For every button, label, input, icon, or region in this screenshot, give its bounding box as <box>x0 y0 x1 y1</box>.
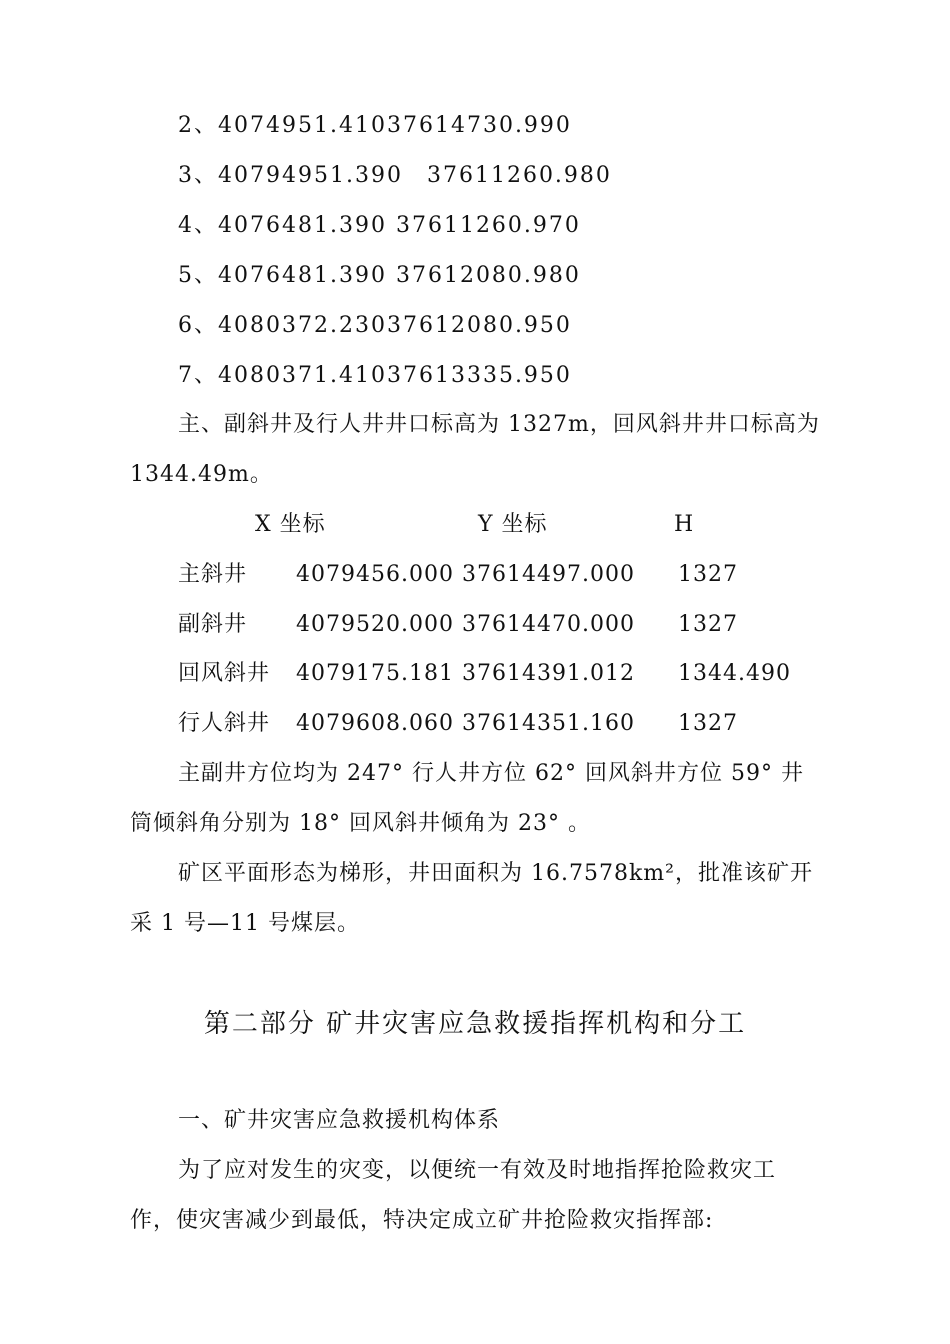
table-cell-y: 37614351.160 <box>462 711 635 736</box>
table-cell-h: 1327 <box>678 612 738 637</box>
coordinate-line-5: 5、4076481.390 37612080.980 <box>178 263 581 288</box>
intro-para-line-1: 为了应对发生的灾变，以便统一有效及时地指挥抢险救灾工 <box>178 1158 777 1183</box>
azimuth-para-line-2: 筒倾斜角分别为 18° 回风斜井倾角为 23° 。 <box>130 811 591 836</box>
table-header-y: Y 坐标 <box>478 512 548 537</box>
section-heading: 第二部分 矿井灾害应急救援指挥机构和分工 <box>203 1009 747 1039</box>
coordinate-line-2: 2、4074951.41037614730.990 <box>178 113 572 138</box>
coordinate-line-6: 6、4080372.23037612080.950 <box>178 313 572 338</box>
subsection-heading: 一、矿井灾害应急救援机构体系 <box>178 1108 501 1133</box>
table-header-x: X 坐标 <box>255 512 326 537</box>
coordinate-line-4: 4、4076481.390 37611260.970 <box>178 213 581 238</box>
area-para-line-2: 采 1 号—11 号煤层。 <box>130 911 360 936</box>
table-cell-name: 回风斜井 <box>178 661 271 686</box>
table-cell-y: 37614391.012 <box>462 661 635 686</box>
coordinate-line-3: 3、40794951.390 37611260.980 <box>178 163 612 188</box>
elevation-para-line-1: 主、副斜井及行人井井口标高为 1327m，回风斜井井口标高为 <box>178 412 820 437</box>
area-para-line-1: 矿区平面形态为梯形，井田面积为 16.7578km²，批准该矿开 <box>178 861 813 886</box>
table-cell-h: 1327 <box>678 562 738 587</box>
table-cell-h: 1327 <box>678 711 738 736</box>
table-cell-name: 主斜井 <box>178 562 248 587</box>
table-cell-y: 37614470.000 <box>462 612 635 637</box>
table-cell-name: 副斜井 <box>178 612 248 637</box>
elevation-para-line-2: 1344.49m。 <box>130 462 273 487</box>
table-cell-x: 4079175.181 <box>296 661 454 686</box>
table-cell-x: 4079456.000 <box>296 562 454 587</box>
table-cell-x: 4079608.060 <box>296 711 454 736</box>
table-cell-y: 37614497.000 <box>462 562 635 587</box>
table-cell-x: 4079520.000 <box>296 612 454 637</box>
intro-para-line-2: 作，使灾害减少到最低，特决定成立矿井抢险救灾指挥部: <box>130 1208 714 1233</box>
azimuth-para-line-1: 主副井方位均为 247° 行人井方位 62° 回风斜井方位 59° 井 <box>178 761 804 786</box>
table-cell-name: 行人斜井 <box>178 711 271 736</box>
table-header-h: H <box>674 512 695 537</box>
table-cell-h: 1344.490 <box>678 661 791 686</box>
coordinate-line-7: 7、4080371.41037613335.950 <box>178 363 572 388</box>
